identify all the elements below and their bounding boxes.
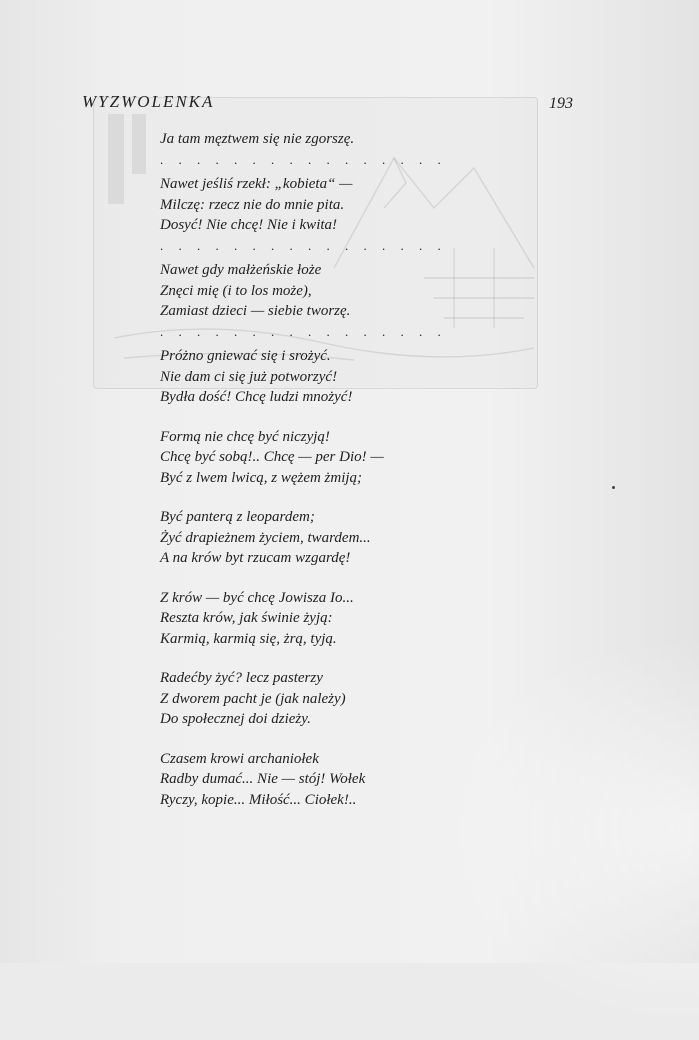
- ellipsis-line: . . . . . . . . . . . . . . . .: [160, 323, 447, 339]
- page-number: 193: [549, 95, 573, 112]
- running-header-title: WYZWOLENKA: [82, 92, 215, 111]
- poem-line: Zamiast dzieci — siebie tworzę.: [160, 303, 351, 319]
- poem-line: A na krów byt rzucam wzgardę!: [160, 550, 351, 566]
- poem-line: Karmią, karmią się, żrą, tyją.: [160, 630, 337, 647]
- poem-line: Formą nie chcę być niczyją!: [160, 428, 330, 445]
- stanza: [160, 507, 490, 569]
- paper-speck: [612, 486, 615, 489]
- poem-line: Ja tam męztwem się nie zgorszę.: [160, 131, 355, 147]
- stanza: [160, 749, 490, 811]
- poem-line: Nawet gdy małżeńskie łoże: [160, 262, 322, 278]
- poem-line: Reszta krów, jak świnie żyją:: [160, 610, 333, 626]
- stanza: [160, 260, 490, 342]
- stanza: [160, 174, 490, 256]
- stanza: [160, 427, 490, 489]
- stanza: [160, 588, 490, 650]
- poem-line: Nie dam ci się już potworzyć!: [160, 368, 338, 385]
- poem-line: Być panterą z leopardem;: [160, 509, 315, 525]
- poem-line: Radby dumać... Nie — stój! Wołek: [160, 771, 366, 787]
- poem-line: Z krów — być chcę Jowisza Io...: [160, 589, 354, 606]
- poem-body: [160, 129, 490, 829]
- poem-line: Chcę być sobą!.. Chcę — per Dio! —: [160, 449, 384, 465]
- poem-line: Próżno gniewać się i srożyć.: [160, 348, 331, 364]
- ellipsis-line: . . . . . . . . . . . . . . . .: [160, 151, 447, 167]
- poem-line: Żyć drapieżnem życiem, twardem...: [160, 529, 371, 546]
- poem-line: Czasem krowi archaniołek: [160, 750, 319, 767]
- poem-line: Być z lwem lwicą, z wężem żmiją;: [160, 469, 363, 486]
- poem-line: Dosyć! Nie chcę! Nie i kwita!: [160, 217, 338, 233]
- stanza: [160, 668, 490, 730]
- poem-line: Radećby żyć? lecz pasterzy: [160, 670, 323, 686]
- poem-line: Bydła dość! Chcę ludzi mnożyć!: [160, 389, 353, 405]
- poem-line: Milczę: rzecz nie do mnie pita.: [160, 196, 345, 213]
- poem-line: Z dworem pacht je (jak należy): [160, 690, 346, 707]
- stanza: [160, 129, 490, 170]
- ellipsis-line: . . . . . . . . . . . . . . . .: [160, 237, 447, 253]
- poem-line: Nawet jeśliś rzekł: „kobieta“ —: [160, 176, 353, 192]
- poem-line: Znęci mię (i to los może),: [160, 282, 312, 299]
- stanza: [160, 346, 490, 408]
- poem-line: Ryczy, kopie... Miłość... Ciołek!..: [160, 791, 357, 808]
- poem-line: Do społecznej doi dzieży.: [160, 711, 311, 727]
